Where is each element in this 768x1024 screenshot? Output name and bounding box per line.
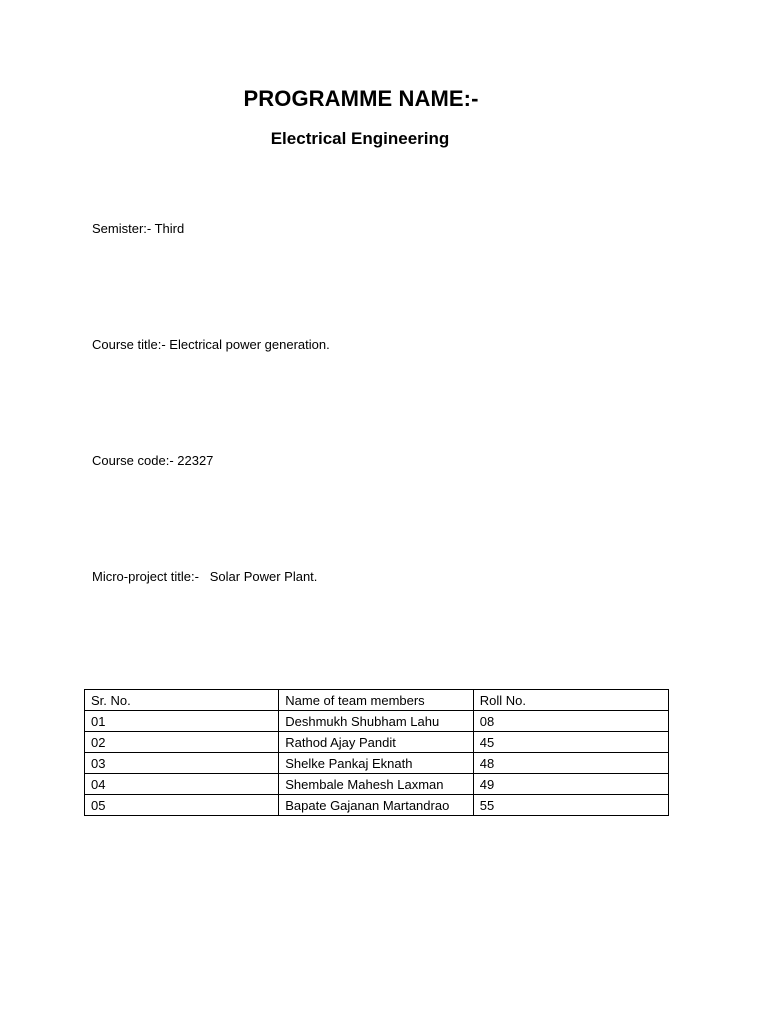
cell-member-name: Bapate Gajanan Martandrao	[279, 795, 473, 816]
team-members-table	[84, 689, 669, 816]
programme-name: Electrical Engineering	[270, 129, 450, 148]
table-header-row	[85, 690, 669, 711]
table-row	[85, 732, 669, 753]
cell-sr-no: 02	[85, 732, 279, 753]
cell-member-name: Rathod Ajay Pandit	[279, 732, 473, 753]
cell-sr-no: 01	[85, 711, 279, 732]
cell-roll-no: 48	[473, 753, 668, 774]
table-row	[85, 795, 669, 816]
cell-member-name: Shelke Pankaj Eknath	[279, 753, 473, 774]
cell-member-name: Deshmukh Shubham Lahu	[279, 711, 473, 732]
header-sr-no: Sr. No.	[85, 690, 279, 711]
cell-sr-no: 05	[85, 795, 279, 816]
cell-roll-no: 45	[473, 732, 668, 753]
cell-sr-no: 04	[85, 774, 279, 795]
table-row	[85, 753, 669, 774]
table-row	[85, 711, 669, 732]
cell-sr-no: 03	[85, 753, 279, 774]
table-row	[85, 774, 669, 795]
header-member-name: Name of team members	[279, 690, 473, 711]
course-code-field: Course code:- 22327	[92, 453, 214, 468]
semester-field: Semister:- Third	[92, 221, 185, 236]
micro-project-title-field: Micro-project title:- Solar Power Plant.	[92, 569, 318, 584]
cell-roll-no: 08	[473, 711, 668, 732]
cell-roll-no: 49	[473, 774, 668, 795]
programme-title: PROGRAMME NAME:-	[243, 86, 479, 111]
header-roll-no: Roll No.	[473, 690, 668, 711]
course-title-field: Course title:- Electrical power generation.	[92, 337, 330, 352]
cell-roll-no: 55	[473, 795, 668, 816]
cell-member-name: Shembale Mahesh Laxman	[279, 774, 473, 795]
